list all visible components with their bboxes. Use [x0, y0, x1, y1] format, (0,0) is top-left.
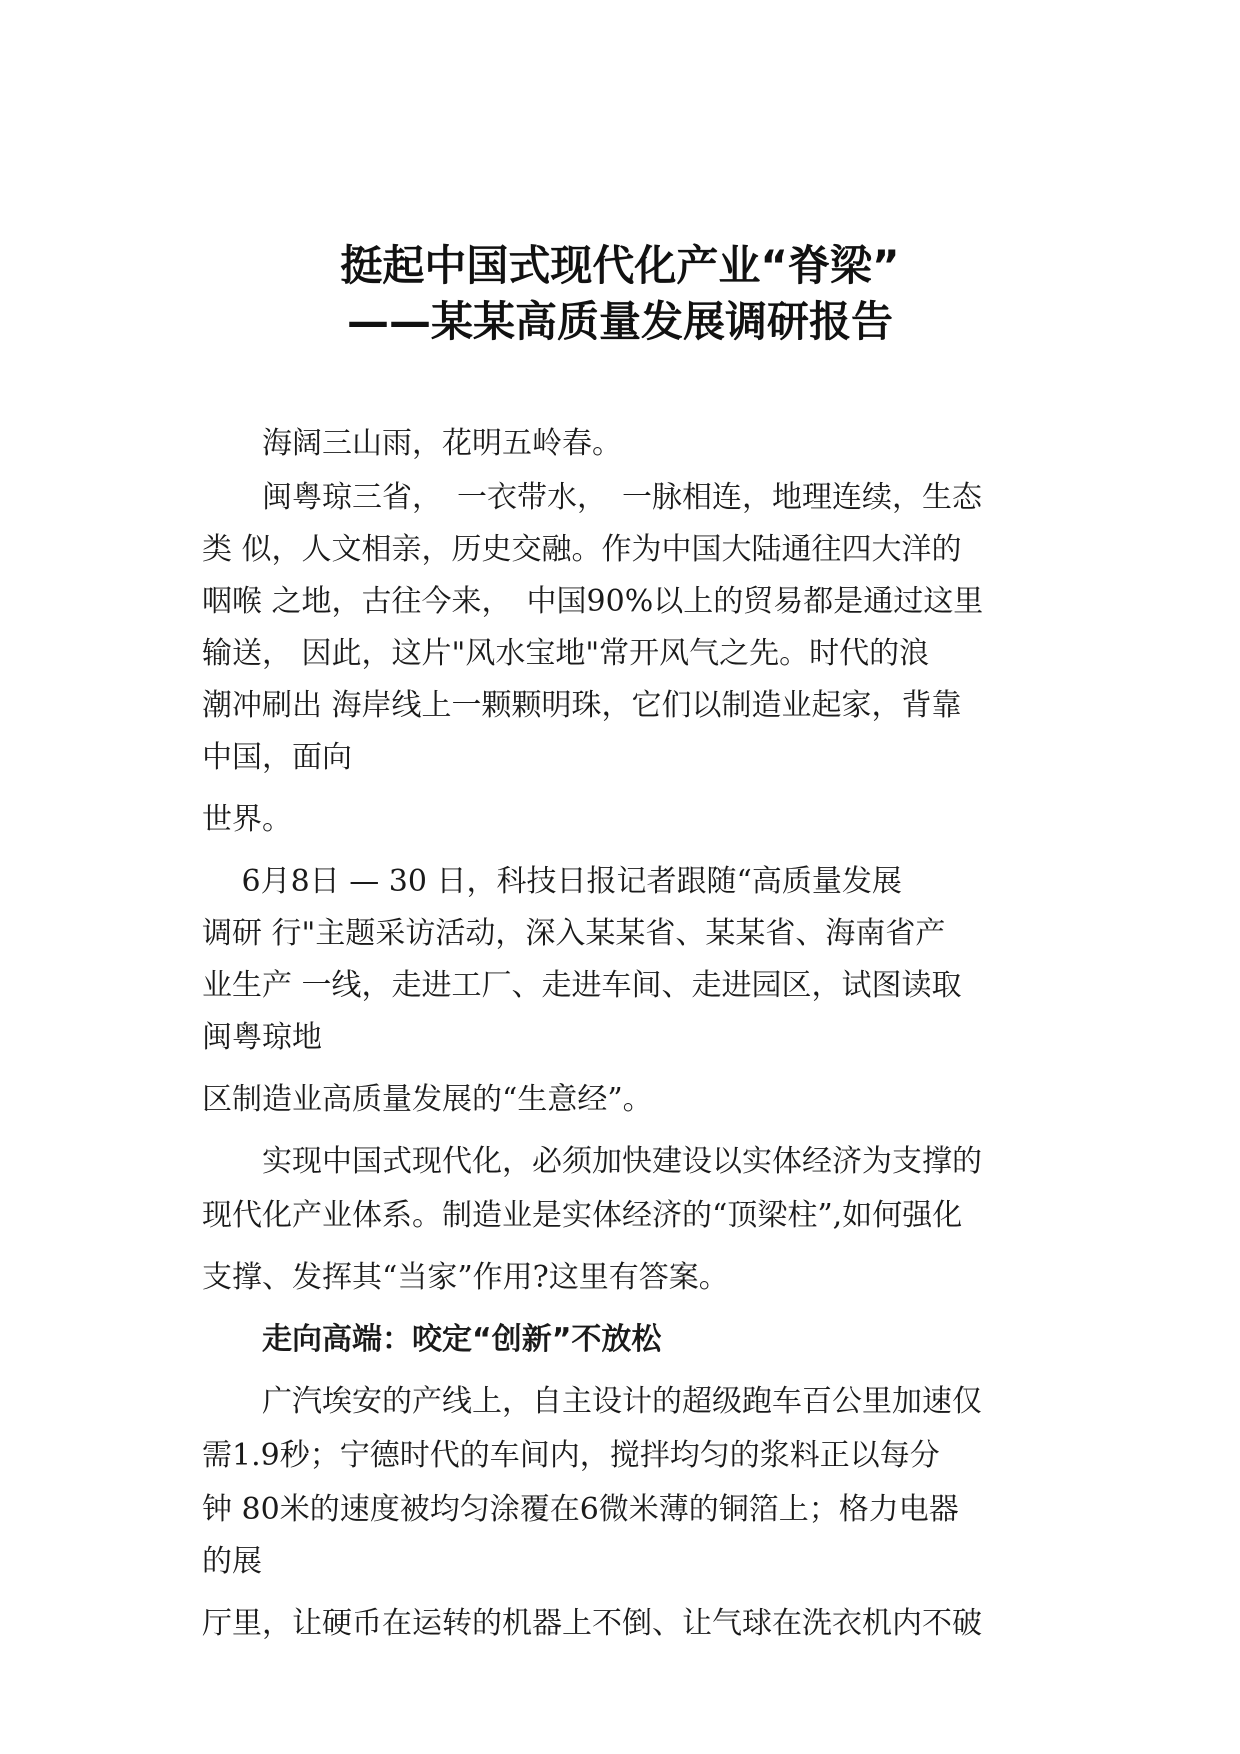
body-line: 广汽埃安的产线上，自主设计的超级跑车百公里加速仅: [202, 1384, 982, 1419]
document-title: [0, 238, 1240, 350]
body-line: 闽粤琼三省， 一衣带水， 一脉相连，地理连续，生态: [202, 480, 982, 515]
body-line: 支撑、发挥其“当家”作用?这里有答案。: [202, 1260, 729, 1295]
body-line: 调研 行"主题采访活动，深入某某省、某某省、海南省产: [202, 916, 946, 951]
body-line: 潮冲刷出 海岸线上一颗颗明珠，它们以制造业起家，背靠: [202, 688, 962, 723]
body-line: 咽喉 之地，古往今来， 中国90%以上的贸易都是通过这里: [202, 584, 984, 619]
body-line: 业生产 一线，走进工厂、走进车间、走进园区，试图读取: [202, 968, 962, 1003]
body-line: 6月8日 — 30 日，科技日报记者跟随“高质量发展: [202, 864, 902, 899]
body-line: 类 似，人文相亲，历史交融。作为中国大陆通往四大洋的: [202, 532, 962, 567]
section-heading: 走向高端：咬定“创新”不放松: [202, 1322, 662, 1357]
body-line: 海阔三山雨，花明五岭春。: [202, 426, 622, 461]
title-line-2: ——某某高质量发展调研报告: [346, 297, 893, 346]
body-line: 实现中国式现代化，必须加快建设以实体经济为支撑的: [202, 1144, 982, 1179]
body-line: 输送， 因此，这片"风水宝地"常开风气之先。时代的浪: [202, 636, 930, 671]
body-line: 钟 80米的速度被均匀涂覆在6微米薄的铜箔上；格力电器: [202, 1492, 959, 1527]
body-line: 需1.9秒；宁德时代的车间内，搅拌均匀的浆料正以每分: [202, 1438, 940, 1473]
body-line: 世界。: [202, 802, 292, 837]
title-line-1: 挺起中国式现代化产业“脊梁”: [340, 241, 900, 290]
body-line: 厅里，让硬币在运转的机器上不倒、让气球在洗衣机内不破: [202, 1606, 982, 1641]
body-line: 闽粤琼地: [202, 1020, 322, 1055]
body-line: 现代化产业体系。制造业是实体经济的“顶梁柱”,如何强化: [202, 1198, 963, 1233]
body-line: 区制造业高质量发展的“生意经”。: [202, 1082, 653, 1117]
body-line: 中国，面向: [202, 740, 352, 775]
body-line: 的展: [202, 1544, 262, 1579]
